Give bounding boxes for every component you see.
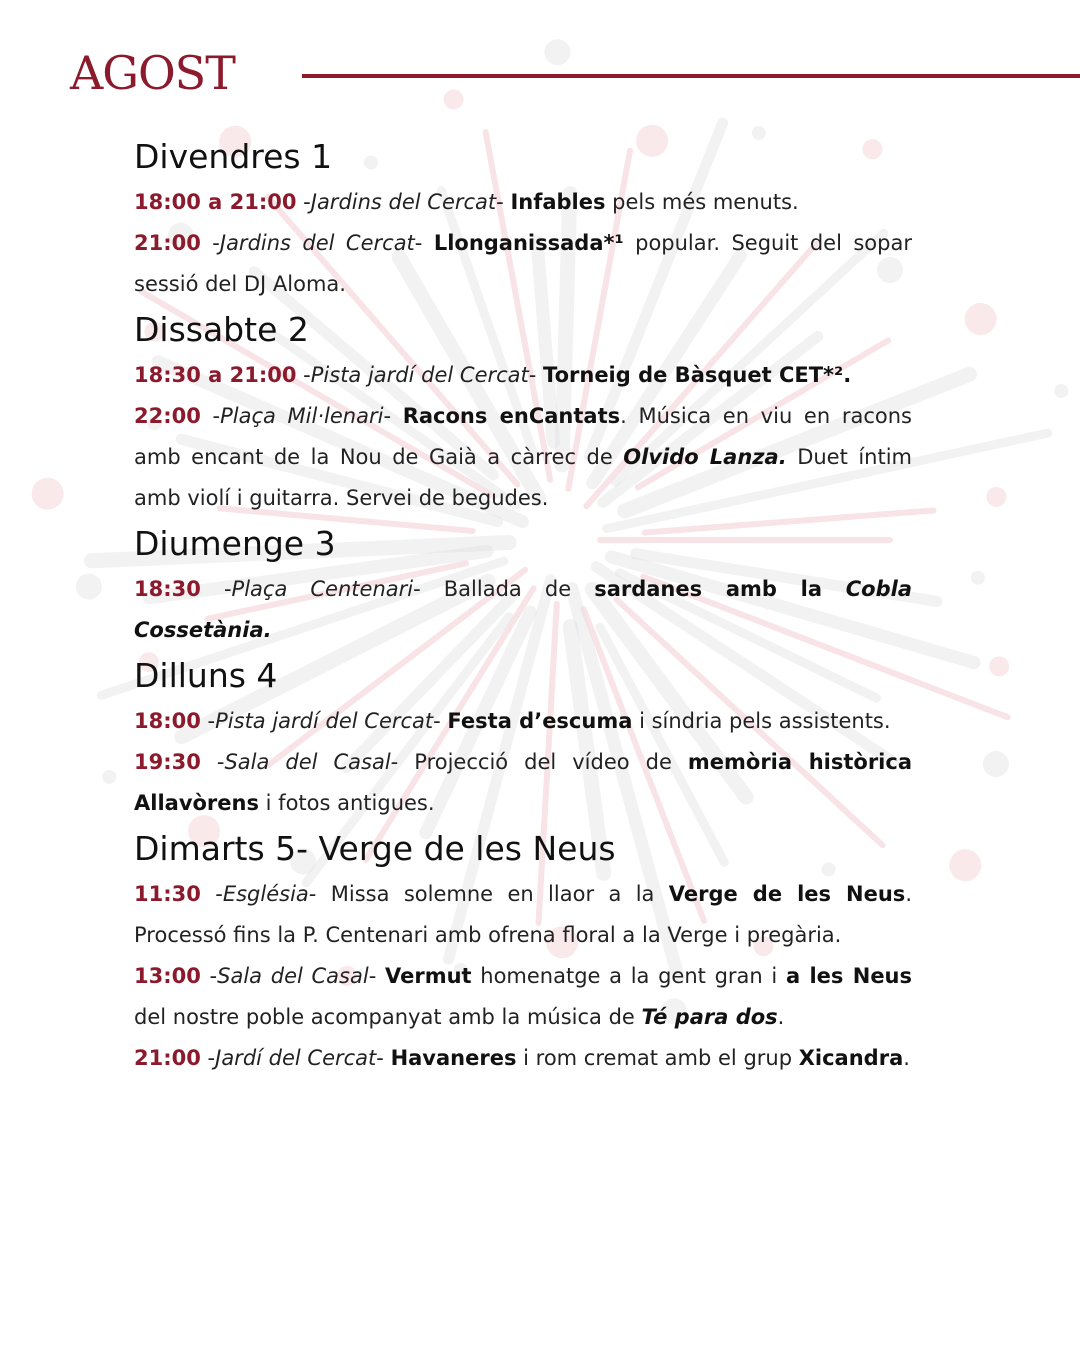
sep: - (368, 964, 385, 988)
event-highlight: Torneig de Bàsquet CET*². (543, 363, 852, 387)
header (0, 0, 1080, 120)
event-place: Plaça Mil·lenari (220, 404, 384, 428)
event-highlight: Vermut (384, 964, 472, 988)
event-text: homenatge a la gent gran i (471, 964, 786, 988)
title-rule (302, 74, 1080, 78)
event-text: i fotos antigues. (259, 791, 435, 815)
sep: - (200, 404, 221, 428)
event-place: Jardins del Cercat (219, 231, 415, 255)
sep: - (296, 363, 311, 387)
day-heading: Dimarts 5- Verge de les Neus (134, 829, 616, 868)
event-text: Missa solemne en llaor a la (330, 882, 669, 906)
sep: - (200, 709, 216, 733)
firework-dot (986, 487, 1006, 507)
sep: - (528, 363, 544, 387)
sep: - (200, 577, 232, 601)
event-highlight: Infables (510, 190, 606, 214)
event-place: Plaça Centenari (231, 577, 414, 601)
event-text: . (903, 1046, 910, 1070)
event-time: 11:30 (134, 882, 201, 906)
event-highlight: Llonganissada*¹ (433, 231, 624, 255)
event (134, 956, 912, 1038)
event-time: 21:00 (134, 231, 201, 255)
day-heading: Dilluns 4 (134, 656, 278, 695)
sep: - (433, 709, 448, 733)
event (134, 701, 912, 742)
event-place: Jardins del Cercat (310, 190, 497, 214)
firework-dot (949, 849, 981, 881)
event-text: Projecció del vídeo de (414, 750, 688, 774)
month-title: AGOST (70, 46, 235, 100)
event-place: Jardí del Cercat (215, 1046, 377, 1070)
sep: - (296, 190, 311, 214)
event-text: del nostre poble acompanyat amb la música de (134, 1005, 642, 1029)
firework-dot (965, 303, 997, 335)
event-highlight: Xicandra (798, 1046, 904, 1070)
event-text: . (777, 1005, 785, 1029)
sep: - (200, 964, 218, 988)
firework-dot (76, 574, 102, 600)
sep: - (413, 577, 444, 601)
event-highlight: Havaneres (390, 1046, 517, 1070)
sep: - (383, 404, 403, 428)
event-time: 22:00 (134, 404, 201, 428)
schedule (134, 132, 912, 1079)
event-place: Sala del Casal (217, 964, 369, 988)
sep: - (200, 882, 223, 906)
event-highlight: a les Neus (785, 964, 913, 988)
event-place: Pista jardí del Cercat (310, 363, 529, 387)
event-highlight: memòria històrica Allavòrens (134, 750, 912, 815)
firework-dot (971, 571, 985, 585)
event (134, 355, 912, 396)
event-text: Duet íntim amb violí i guitarra. Servei de begudes. (134, 445, 913, 510)
event-place: Sala del Casal (224, 750, 391, 774)
event-text: . Música en viu en racons amb encant de la Nou de Gaià a càrrec de (134, 404, 912, 469)
day-heading: Dissabte 2 (134, 310, 309, 349)
firework-dot (32, 478, 64, 510)
event-text: . Processó fins la P. Centenari amb ofrena floral a la Verge i pregària. (134, 882, 912, 947)
firework-dot (102, 770, 116, 784)
event-place: Església (222, 882, 309, 906)
event-artist: Té para dos (641, 1005, 778, 1029)
event-time: 13:00 (134, 964, 201, 988)
event-place: Pista jardí del Cercat (215, 709, 434, 733)
sep: - (200, 231, 220, 255)
sep: - (376, 1046, 391, 1070)
event-time: 18:30 a 21:00 (134, 363, 297, 387)
firework-dot (983, 751, 1009, 777)
event-highlight: Verge de les Neus (668, 882, 906, 906)
sep: - (200, 750, 225, 774)
sep: - (308, 882, 331, 906)
event (134, 182, 912, 223)
day-heading: Diumenge 3 (134, 524, 336, 563)
event (134, 742, 912, 824)
event-time: 21:00 (134, 1046, 201, 1070)
event-artist: Olvido Lanza. (623, 445, 787, 469)
event-text: pels més menuts. (605, 190, 799, 214)
event (134, 874, 912, 956)
firework-dot (989, 656, 1009, 676)
event (134, 223, 912, 305)
event-time: 18:30 (134, 577, 201, 601)
event-time: 19:30 (134, 750, 201, 774)
event (134, 396, 912, 519)
event-time: 18:00 a 21:00 (134, 190, 297, 214)
event-text: popular. Seguit del sopar sessió del DJ Aloma. (134, 231, 912, 296)
sep: - (496, 190, 511, 214)
event-text: i síndria pels assistents. (632, 709, 891, 733)
event-highlight: sardanes amb la (594, 577, 846, 601)
event-text: i rom cremat amb el grup (516, 1046, 799, 1070)
event-time: 18:00 (134, 709, 201, 733)
event (134, 569, 912, 651)
event-artist: Cobla Cossetània. (134, 577, 912, 642)
event-highlight: Racons enCantats (402, 404, 621, 428)
event-text: Ballada de (443, 577, 595, 601)
event-highlight: Festa d’escuma (447, 709, 633, 733)
day-heading: Divendres 1 (134, 137, 333, 176)
sep: - (200, 1046, 216, 1070)
firework-dot (1054, 384, 1068, 398)
sep: - (414, 231, 434, 255)
event (134, 1038, 912, 1079)
sep: - (390, 750, 415, 774)
